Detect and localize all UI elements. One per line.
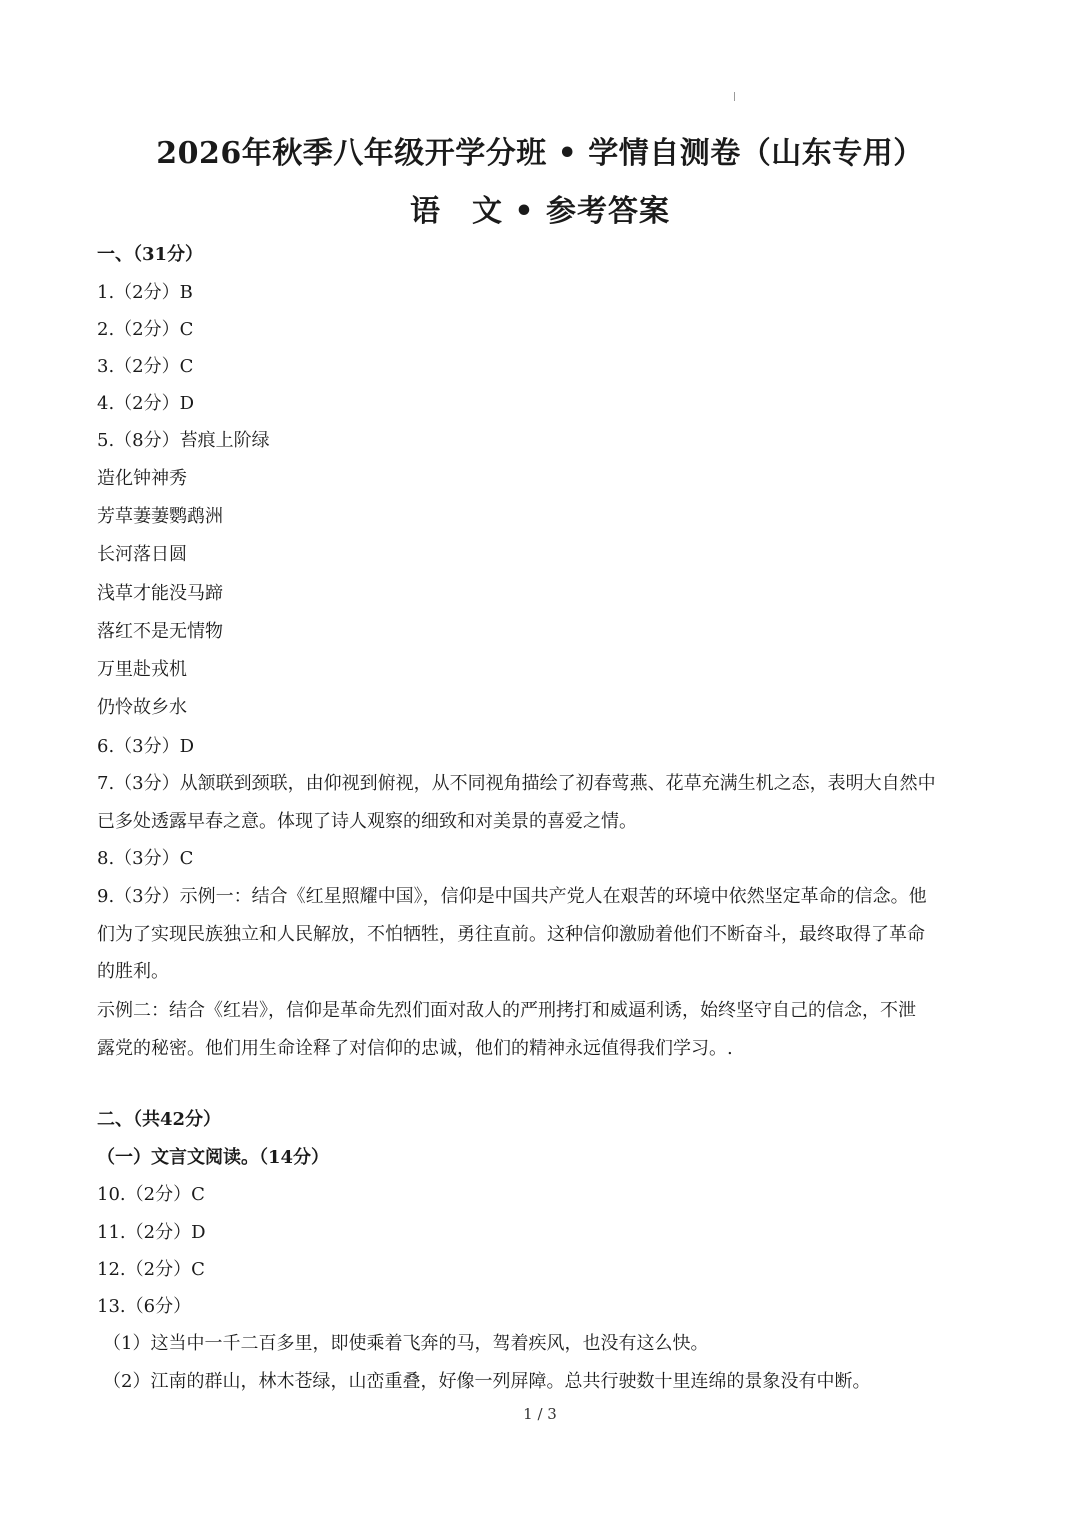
answer-line: 仍怜故乡水 — [97, 697, 187, 718]
answer-line: 13.（6分） — [97, 1296, 192, 1317]
answer-line: 12.（2分）C — [97, 1259, 205, 1280]
answer-line: 5.（8分）苔痕上阶绿 — [97, 430, 270, 451]
scan-mark — [734, 92, 735, 101]
section-heading: 一、（31分） — [97, 244, 204, 265]
page-number: 1 / 3 — [523, 1405, 557, 1423]
answer-line: 10.（2分）C — [97, 1184, 205, 1205]
answer-line: 7.（3分）从颔联到颈联，由仰视到俯视，从不同视角描绘了初春莺燕、花草充满生机之态，表明大自然中 — [97, 773, 936, 794]
answer-line: 8.（3分）C — [97, 848, 194, 869]
answer-line: 6.（3分）D — [97, 736, 195, 757]
answer-line: 已多处透露早春之意。体现了诗人观察的细致和对美景的喜爱之情。 — [97, 811, 637, 832]
answer-line: 们为了实现民族独立和人民解放，不怕牺牲，勇往直前。这种信仰激励着他们不断奋斗，最终取得了革命 — [97, 924, 925, 945]
answer-line: 落红不是无情物 — [97, 621, 223, 642]
answer-line: 1.（2分）B — [97, 282, 193, 303]
answer-line: 3.（2分）C — [97, 356, 194, 377]
answer-line: （2）江南的群山，林木苍绿，山峦重叠，好像一列屏障。总共行驶数十里连绵的景象没有中断。 — [103, 1371, 871, 1392]
answer-line: 露党的秘密。他们用生命诠释了对信仰的忠诚，他们的精神永远值得我们学习。. — [97, 1038, 733, 1059]
section-heading: （一）文言文阅读。（14分） — [97, 1147, 330, 1168]
answer-line: 示例二：结合《红岩》，信仰是革命先烈们面对敌人的严刑拷打和威逼利诱，始终坚守自己的信念，不泄 — [97, 1000, 916, 1021]
answer-line: 浅草才能没马蹄 — [97, 583, 223, 604]
section-heading: 二、（共42分） — [97, 1109, 222, 1130]
answer-line: 长河落日圆 — [97, 544, 187, 565]
answer-line: 造化钟神秀 — [97, 468, 187, 489]
answer-line: 9.（3分）示例一：结合《红星照耀中国》，信仰是中国共产党人在艰苦的环境中依然坚定革命的信念。他 — [97, 886, 927, 907]
answer-line: （1）这当中一千二百多里，即使乘着飞奔的马，驾着疾风，也没有这么快。 — [103, 1333, 709, 1354]
document-title: 2026年秋季八年级开学分班 • 学情自测卷（山东专用） — [156, 136, 924, 171]
document-subtitle: 语 文 • 参考答案 — [409, 194, 671, 229]
answer-line: 的胜利。 — [97, 961, 169, 982]
answer-line: 4.（2分）D — [97, 393, 195, 414]
answer-line: 芳草萋萋鹦鹉洲 — [97, 506, 223, 527]
answer-line: 万里赴戎机 — [97, 659, 187, 680]
answer-line: 11.（2分）D — [97, 1222, 206, 1243]
answer-line: 2.（2分）C — [97, 319, 194, 340]
